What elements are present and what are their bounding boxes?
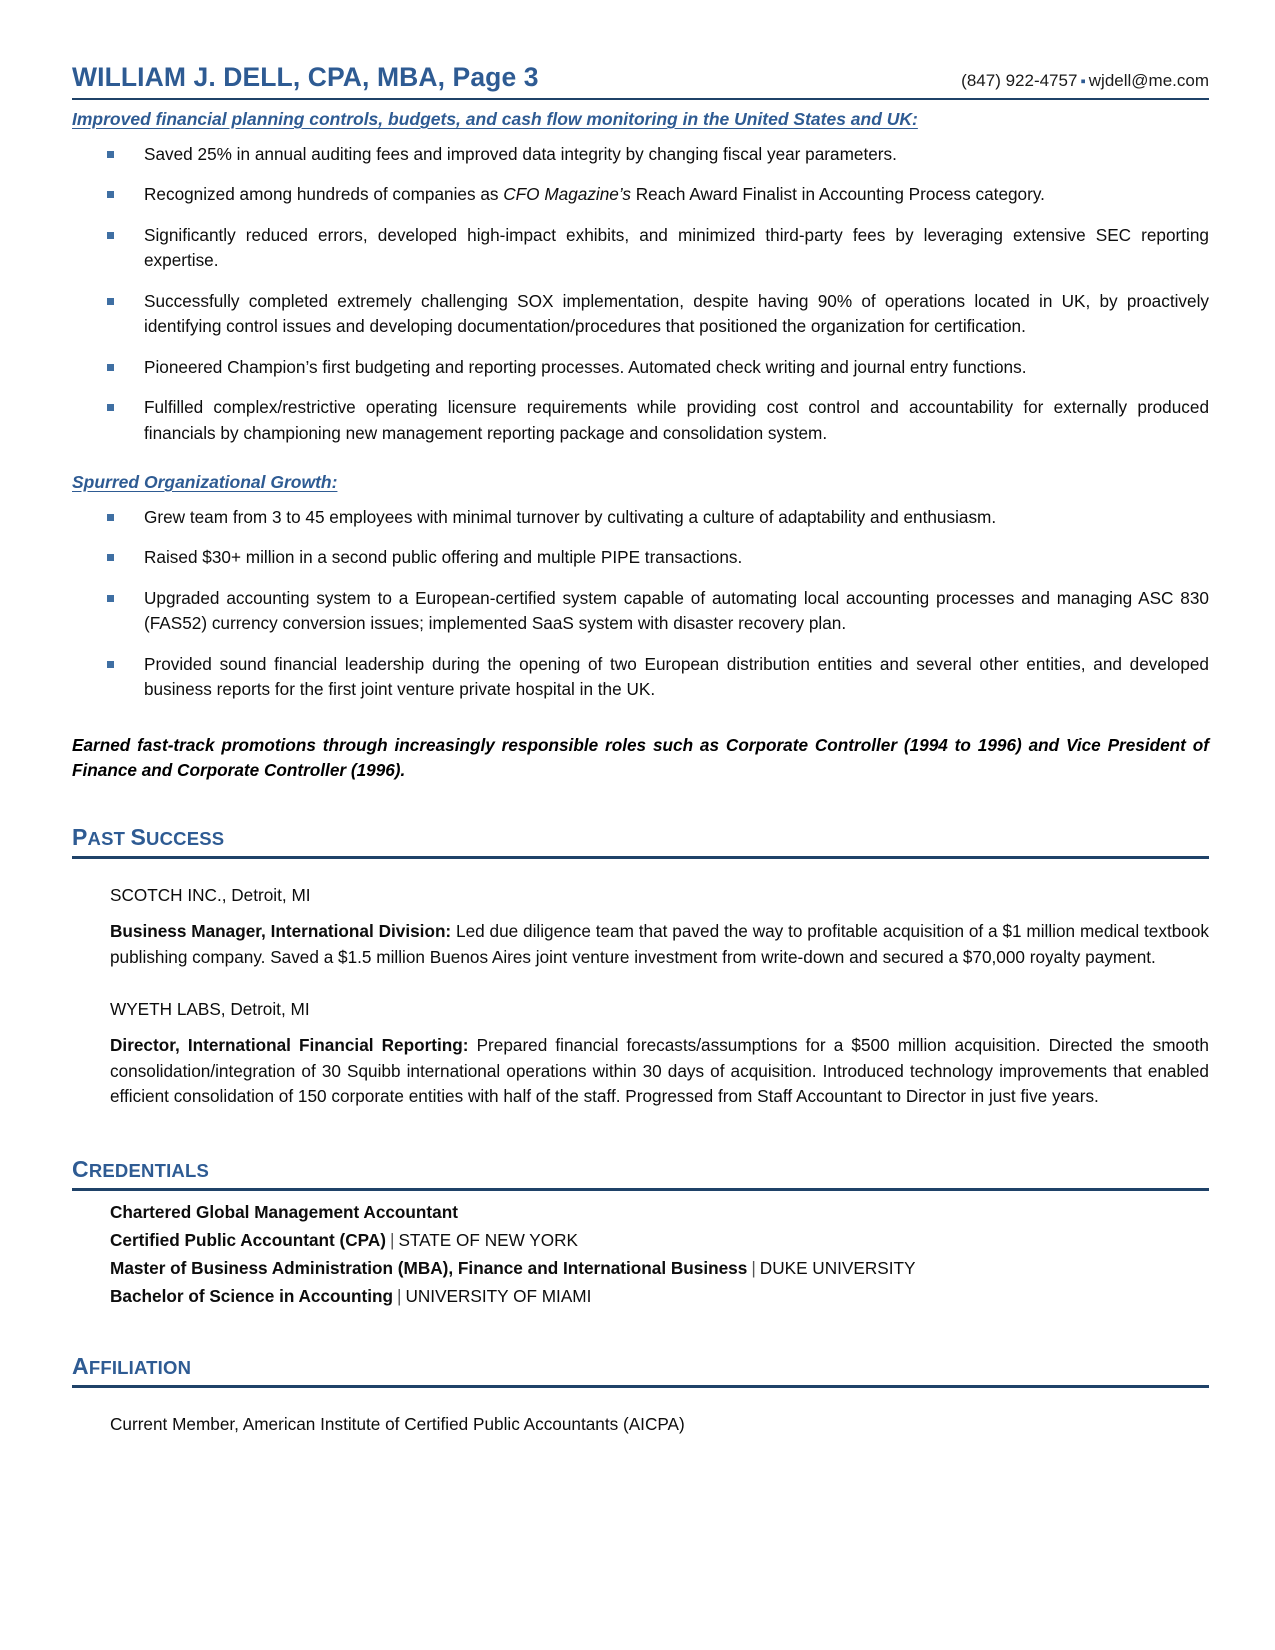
list-item — [72, 142, 1209, 167]
bullet-text: Fulfilled complex/restrictive operating licensure requirements while providing cost control and accountability for externally produced financials by championing new management reporting package and consolidation system. — [144, 397, 1209, 443]
heading-smallcaps: AST — [87, 828, 131, 850]
bullet-text: Significantly reduced errors, developed high-impact exhibits, and minimized third-party fees by leveraging extensive SEC reporting expertise. — [144, 224, 1209, 271]
section-heading-affiliation — [72, 1352, 1209, 1385]
job-title: Business Manager, International Division: — [110, 921, 452, 942]
list-item — [110, 1255, 1209, 1283]
job-entry — [110, 883, 1209, 971]
job-company: SCOTCH INC., Detroit, MI — [110, 885, 311, 906]
past-success-body — [72, 863, 1209, 1110]
list-item — [72, 545, 1209, 570]
bullet-text: Raised $30+ million in a second public offering and multiple PIPE transactions. — [144, 547, 743, 568]
heading-initial: S — [130, 824, 147, 851]
job-title: Director, International Financial Reporting: — [110, 1034, 469, 1055]
list-item — [110, 1227, 1209, 1255]
bullet-text: Upgraded accounting system to a European-certified system capable of automating local accounting processes and managing ASC 830 (FAS52) currency conversion issues; implemented SaaS system with disaster recovery plan. — [144, 587, 1209, 634]
bullet-text: Saved 25% in annual auditing fees and improved data integrity by changing fiscal year parameters. — [144, 143, 897, 164]
contact-info — [961, 71, 1209, 93]
job-entry — [110, 997, 1209, 1110]
section-divider — [72, 856, 1209, 859]
phone-number: (847) 922-4757 — [961, 71, 1078, 90]
section-heading-credentials — [72, 1158, 1209, 1188]
bullet-list-financial-planning — [72, 142, 1209, 446]
credential-separator: | — [751, 1258, 756, 1278]
credential-name: Chartered Global Management Accountant — [110, 1202, 458, 1223]
credential-institution: DUKE UNIVERSITY — [759, 1258, 916, 1278]
page-header — [72, 62, 1209, 97]
bullet-text: Provided sound financial leadership during the opening of two European distribution entities and several other entities, and developed business reports for the first joint venture private hospital in the UK. — [144, 653, 1209, 700]
bullet-text: Reach Award Finalist in Accounting Process category. — [630, 184, 1045, 205]
heading-initial: P — [72, 824, 88, 851]
section-affiliation — [72, 1352, 1209, 1438]
section-divider — [72, 1385, 1209, 1388]
heading-initial: C — [72, 1156, 89, 1183]
section-divider — [72, 1188, 1209, 1191]
list-item — [72, 395, 1209, 446]
list-item — [110, 1283, 1209, 1311]
list-item — [72, 505, 1209, 530]
bullet-list-organizational-growth — [72, 505, 1209, 703]
credential-name: Master of Business Administration (MBA), Finance and International Business — [110, 1258, 748, 1278]
list-item — [72, 652, 1209, 703]
heading-smallcaps: UCCESS — [146, 828, 225, 850]
heading-initial: A — [72, 1352, 89, 1379]
credential-name: Bachelor of Science in Accounting — [110, 1285, 394, 1306]
page-title: WILLIAM J. DELL, CPA, MBA, Page 3 — [72, 62, 539, 92]
job-description-text: Led due diligence team that paved the way to profitable acquisition of a $1 million medical textbook publishing company. Saved a $1.5 million Buenos Aires joint venture investment from write-down and secured a $70,000 royalty payment. — [110, 921, 1209, 968]
achievements-group-1 — [72, 109, 1209, 446]
section-credentials — [72, 1158, 1209, 1310]
credential-institution: STATE OF NEW YORK — [398, 1230, 578, 1251]
affiliation-body — [72, 1392, 1209, 1438]
job-description — [110, 1033, 1209, 1110]
section-heading-past-success — [72, 826, 1209, 856]
header-divider — [72, 98, 1209, 100]
job-description-text: Prepared financial forecasts/assumptions for a $500 million acquisition. Directed the smooth consolidation/integration of 30 Squibb international operations within 30 days of acquisition. Introduced technology improvements that enabled efficient consolidation of 150 corporate entities with half of the staff. Progressed from Staff Accountant to Director in just five years. — [110, 1034, 1209, 1107]
credential-name: Certified Public Accountant (CPA) — [110, 1230, 386, 1251]
bullet-text-italic: CFO Magazine’s — [503, 184, 631, 205]
list-item — [72, 182, 1209, 207]
bullet-text: Grew team from 3 to 45 employees with minimal turnover by cultivating a culture of adaptability and enthusiasm. — [144, 506, 997, 527]
separator-bullet-icon: ▪ — [1080, 73, 1086, 90]
credential-institution: UNIVERSITY OF MIAMI — [405, 1285, 592, 1306]
subheading-organizational-growth: Spurred Organizational Growth: — [72, 471, 338, 492]
credentials-body — [72, 1195, 1209, 1310]
credential-separator: | — [397, 1285, 402, 1306]
list-item — [72, 223, 1209, 274]
email-address: wjdell@me.com — [1088, 71, 1209, 90]
section-past-success — [72, 826, 1209, 1110]
list-item — [72, 355, 1209, 380]
list-item — [110, 1199, 1209, 1227]
affiliation-text: Current Member, American Institute of Certified Public Accountants (AICPA) — [110, 1413, 685, 1434]
promotions-summary: Earned fast-track promotions through increasingly responsible roles such as Corporate Controller (1994 to 1996) and Vice President of Finance and Corporate Controller (1996). — [72, 734, 1209, 781]
list-item — [72, 289, 1209, 340]
job-description — [110, 919, 1209, 971]
job-company: WYETH LABS, Detroit, MI — [110, 998, 310, 1019]
list-item — [72, 586, 1209, 637]
achievements-group-2 — [72, 472, 1209, 703]
subheading-financial-planning: Improved financial planning controls, budgets, and cash flow monitoring in the United States and UK: — [72, 109, 918, 129]
heading-smallcaps: FFILIATION — [88, 1356, 192, 1378]
credential-separator: | — [389, 1230, 395, 1251]
bullet-text: Recognized among hundreds of companies as — [144, 184, 504, 205]
bullet-text: Successfully completed extremely challenging SOX implementation, despite having 90% of operations located in UK, by proactively identifying control issues and developing documentation/procedures that positioned the organization for certification. — [144, 290, 1209, 337]
bullet-text: Pioneered Champion’s first budgeting and reporting processes. Automated check writing and journal entry functions. — [144, 356, 1027, 377]
heading-smallcaps: REDENTIALS — [88, 1160, 210, 1182]
